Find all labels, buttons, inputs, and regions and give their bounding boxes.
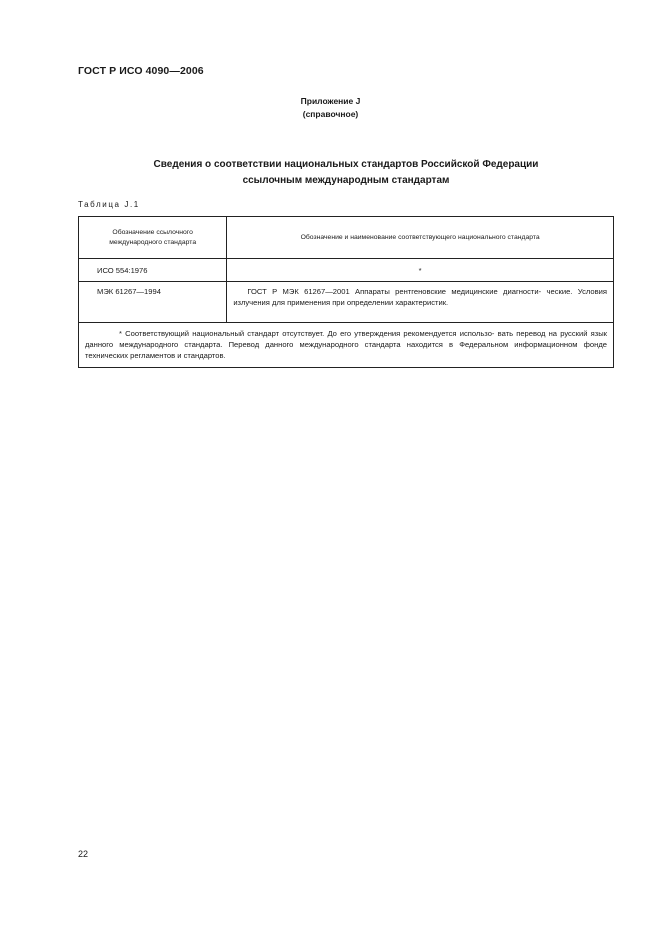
ref-standard-cell: ИСО 554:1976 — [79, 259, 227, 282]
header-ref-standard — [79, 217, 227, 259]
header-ref-standard-line-2: международного стандарта — [109, 238, 197, 246]
table-footnote-row — [79, 323, 614, 368]
reference-standards-table — [78, 216, 614, 368]
annex-label: Приложение J — [300, 96, 361, 106]
annex-heading — [0, 95, 661, 121]
annex-type: (справочное) — [302, 109, 359, 119]
table-caption: Таблица J.1 — [78, 200, 140, 209]
ref-standard-cell: МЭК 61267—1994 — [79, 282, 227, 323]
document-code: ГОСТ Р ИСО 4090—2006 — [78, 65, 204, 77]
table-header-row — [79, 217, 614, 259]
table-row — [79, 259, 614, 282]
annex-title-line-2: ссылочным международным стандартам — [242, 175, 450, 186]
header-ref-standard-line-1: Обозначение ссылочного — [112, 228, 193, 236]
page-number: 22 — [78, 849, 89, 859]
annex-title — [78, 157, 614, 189]
header-national-standard: Обозначение и наименование соответствующего национального стандарта — [227, 217, 614, 259]
national-standard-cell: ГОСТ Р МЭК 61267—2001 Аппараты рентгеновские медицинские диагности- ческие. Условия излучения для применения при определении характеристик. — [227, 282, 614, 323]
annex-title-line-1: Сведения о соответствии национальных стандартов Российской Федерации — [153, 159, 539, 170]
table-footnote: * Соответствующий национальный стандарт отсутствует. До его утверждения рекомендуется использо- вать перевод на русский язык данного международного стандарта. Перевод данного международного стандарта находится в Федеральном информационном фонде технических регламентов и стандартов. — [79, 323, 614, 368]
table-row — [79, 282, 614, 323]
national-standard-cell: * — [227, 259, 614, 282]
